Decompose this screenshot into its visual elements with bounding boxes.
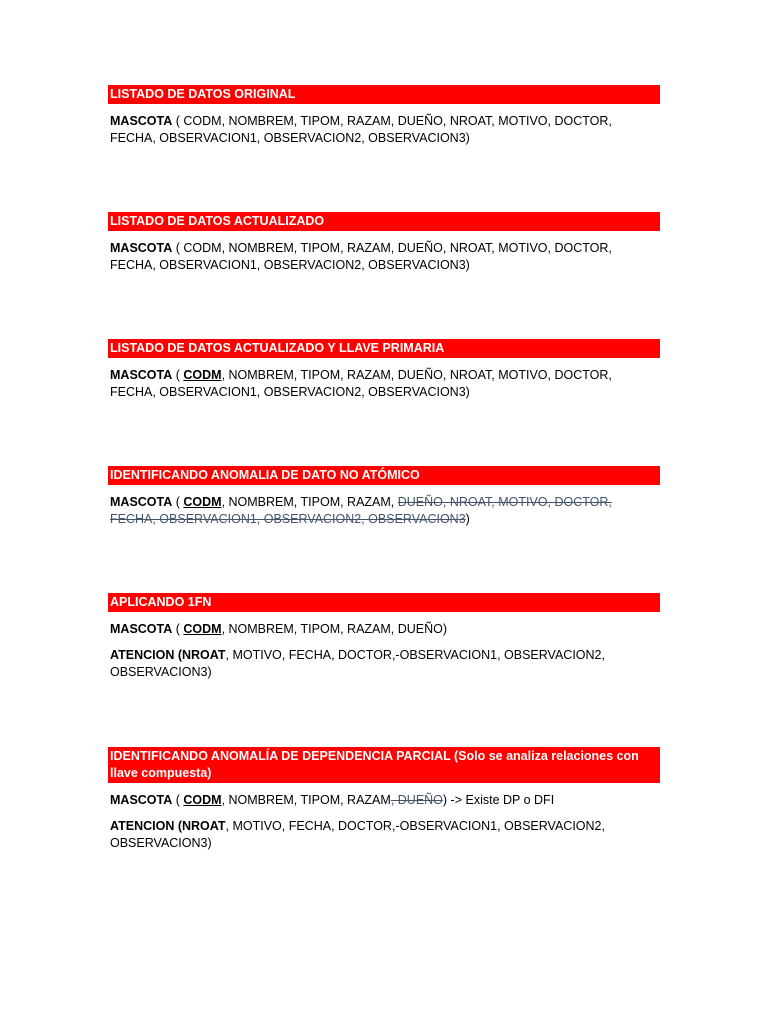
section-header: LISTADO DE DATOS ACTUALIZADO Y LLAVE PRIMARIA (108, 339, 660, 358)
header-note: Solo se analiza relaciones con llave compuesta) (110, 749, 639, 780)
key-attribute: (NROAT (174, 648, 226, 662)
struck-attributes: DUEÑO, NROAT, MOTIVO, DOCTOR, FECHA, OBSERVACION1, OBSERVACION2, OBSERVACION3 (110, 495, 612, 526)
entity-name: MASCOTA (110, 241, 173, 255)
entity-name: MASCOTA (110, 793, 173, 807)
section-llave-primaria (108, 339, 660, 401)
entity-name: MASCOTA (110, 114, 173, 128)
section-header: LISTADO DE DATOS ORIGINAL (108, 85, 660, 104)
close-paren-note: ) -> Existe DP o DFI (442, 793, 555, 807)
section-header: APLICANDO 1FN (108, 593, 660, 612)
struck-attributes: , DUEÑO (390, 793, 443, 807)
attribute-list: , NOMBREM, TIPOM, RAZAM, (221, 495, 398, 509)
attribute-list: , MOTIVO, FECHA, DOCTOR,-OBSERVACION1, OBSERVACION2, OBSERVACION3) (110, 648, 605, 679)
section-actualizado (108, 212, 660, 274)
relation-mascota (108, 792, 660, 809)
relation-mascota (108, 621, 660, 638)
section-header: IDENTIFICANDO ANOMALIA DE DATO NO ATÓMICO (108, 466, 660, 485)
primary-key: CODM (183, 368, 222, 382)
section-header (108, 747, 660, 783)
attribute-list: , NOMBREM, TIPOM, RAZAM, DUEÑO) (221, 622, 448, 636)
open-paren: ( (172, 495, 184, 509)
close-paren: ) (465, 512, 470, 526)
attribute-list: , MOTIVO, FECHA, DOCTOR,-OBSERVACION1, OBSERVACION2, OBSERVACION3) (110, 819, 605, 850)
relation-mascota (108, 240, 660, 274)
section-dependencia-parcial (108, 747, 660, 852)
open-paren: ( (172, 114, 184, 128)
attribute-list: CODM, NOMBREM, TIPOM, RAZAM, DUEÑO, NROAT, MOTIVO, DOCTOR, FECHA, OBSERVACION1, OBSERVACION2, OBSERVACION3) (110, 241, 612, 272)
attribute-list: , NOMBREM, TIPOM, RAZAM (221, 793, 391, 807)
section-1fn (108, 593, 660, 681)
open-paren: ( (172, 622, 184, 636)
entity-name: MASCOTA (110, 368, 173, 382)
attribute-list: CODM, NOMBREM, TIPOM, RAZAM, DUEÑO, NROAT, MOTIVO, DOCTOR, FECHA, OBSERVACION1, OBSERVACION2, OBSERVACION3) (110, 114, 612, 145)
entity-name: ATENCION (110, 648, 175, 662)
primary-key: CODM (183, 793, 222, 807)
primary-key: CODM (183, 622, 222, 636)
open-paren: ( (172, 241, 184, 255)
section-no-atomico (108, 466, 660, 528)
header-main: IDENTIFICANDO ANOMALÍA DE DEPENDENCIA PARCIAL ( (110, 749, 459, 763)
key-attribute: (NROAT (174, 819, 226, 833)
relation-mascota (108, 113, 660, 147)
section-original (108, 85, 660, 147)
relation-atencion (108, 818, 660, 852)
entity-name: MASCOTA (110, 622, 173, 636)
section-header: LISTADO DE DATOS ACTUALIZADO (108, 212, 660, 231)
primary-key: CODM (183, 495, 222, 509)
relation-mascota (108, 494, 660, 528)
entity-name: MASCOTA (110, 495, 173, 509)
entity-name: ATENCION (110, 819, 175, 833)
open-paren: ( (172, 368, 184, 382)
relation-mascota (108, 367, 660, 401)
attribute-list: , NOMBREM, TIPOM, RAZAM, DUEÑO, NROAT, MOTIVO, DOCTOR, FECHA, OBSERVACION1, OBSERVACION2, OBSERVACION3) (110, 368, 612, 399)
relation-atencion (108, 647, 660, 681)
open-paren: ( (172, 793, 184, 807)
